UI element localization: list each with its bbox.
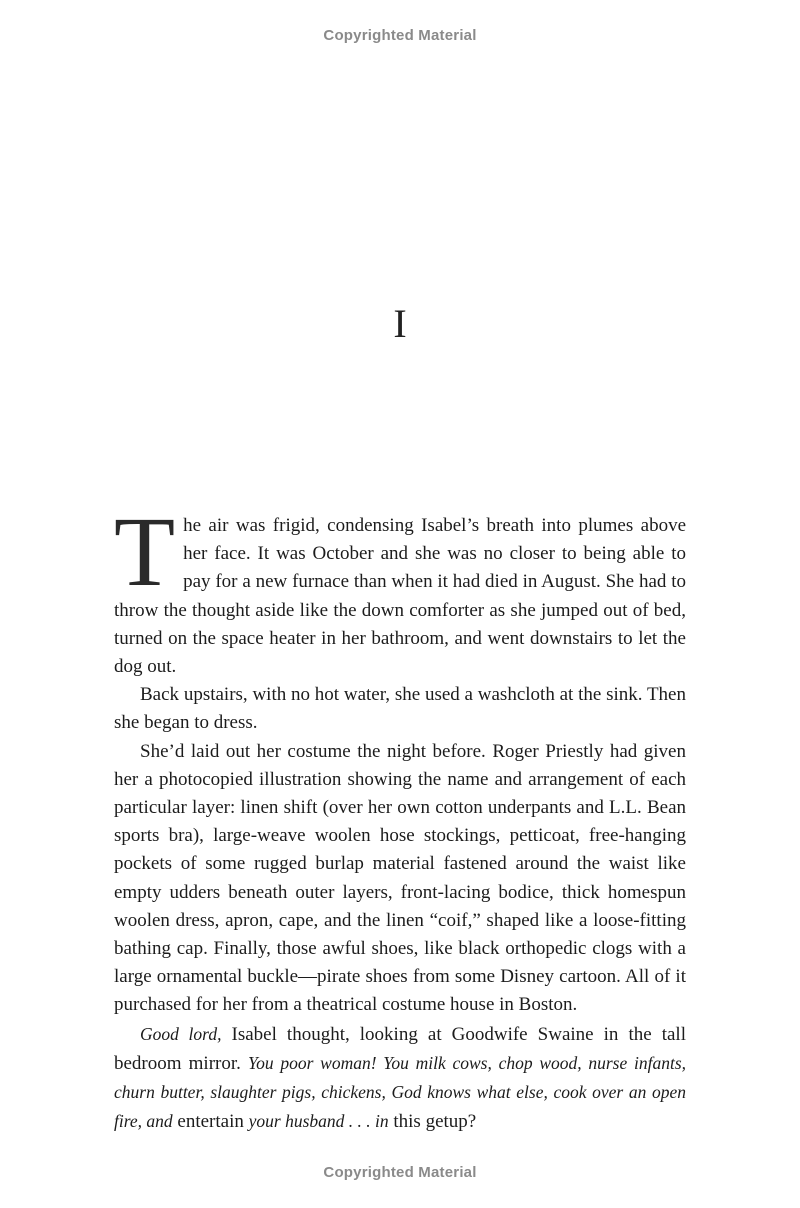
roman-phrase: entertain	[172, 1111, 249, 1133]
italic-phrase: Good lord,	[140, 1023, 222, 1044]
italic-phrase: You poor woman! You milk cows, chop wood, nurse infants, churn butter, slaughter pigs, chickens, God knows what else, cook over an open fire, and	[114, 1052, 687, 1132]
paragraph-1-text: he air was frigid, condensing Isabel’s breath into plumes above her face. It was October and she was no closer to being able to pay for a new furnace than when it had died in August. She had to throw the thought aside like the down comforter as she jumped out of bed, turned on the space heater in her bathroom, and went downstairs to let the dog out.	[114, 515, 686, 678]
paragraph-4	[114, 1020, 686, 1137]
chapter-body	[114, 496, 687, 1136]
italic-phrase: your husband . . . in	[248, 1111, 389, 1132]
paragraph-2: Back upstairs, with no hot water, she used a washcloth at the sink. Then she began to dress.	[114, 684, 686, 734]
roman-phrase: Isabel thought, looking at Goodwife Swaine in the tall bedroom mirror.	[114, 1023, 686, 1074]
paragraph-1	[114, 496, 686, 681]
roman-phrase: this getup?	[388, 1111, 477, 1133]
chapter-number: I	[393, 301, 407, 346]
copyright-watermark-top: Copyrighted Material	[323, 27, 477, 44]
copyright-watermark-bottom: Copyrighted Material	[323, 1164, 477, 1181]
drop-cap: T	[114, 496, 176, 607]
paragraph-3: She’d laid out her costume the night before. Roger Priestly had given her a photocopied illustration showing the name and arrangement of each particular layer: linen shift (over her own cotton underpants and L.L. Bean sports bra), large-weave woolen hose stockings, petticoat, free-hanging pockets of some rugged burlap material fastened around the waist like empty udders beneath outer layers, front-lacing bodice, thick homespun woolen dress, apron, cape, and the linen “coif,” shaped like a loose-fitting bathing cap. Finally, those awful shoes, like black orthopedic clogs with a large ornamental buckle—pirate shoes from some Disney cartoon. All of it purchased for her from a theatrical costume house in Boston.	[114, 740, 686, 1016]
